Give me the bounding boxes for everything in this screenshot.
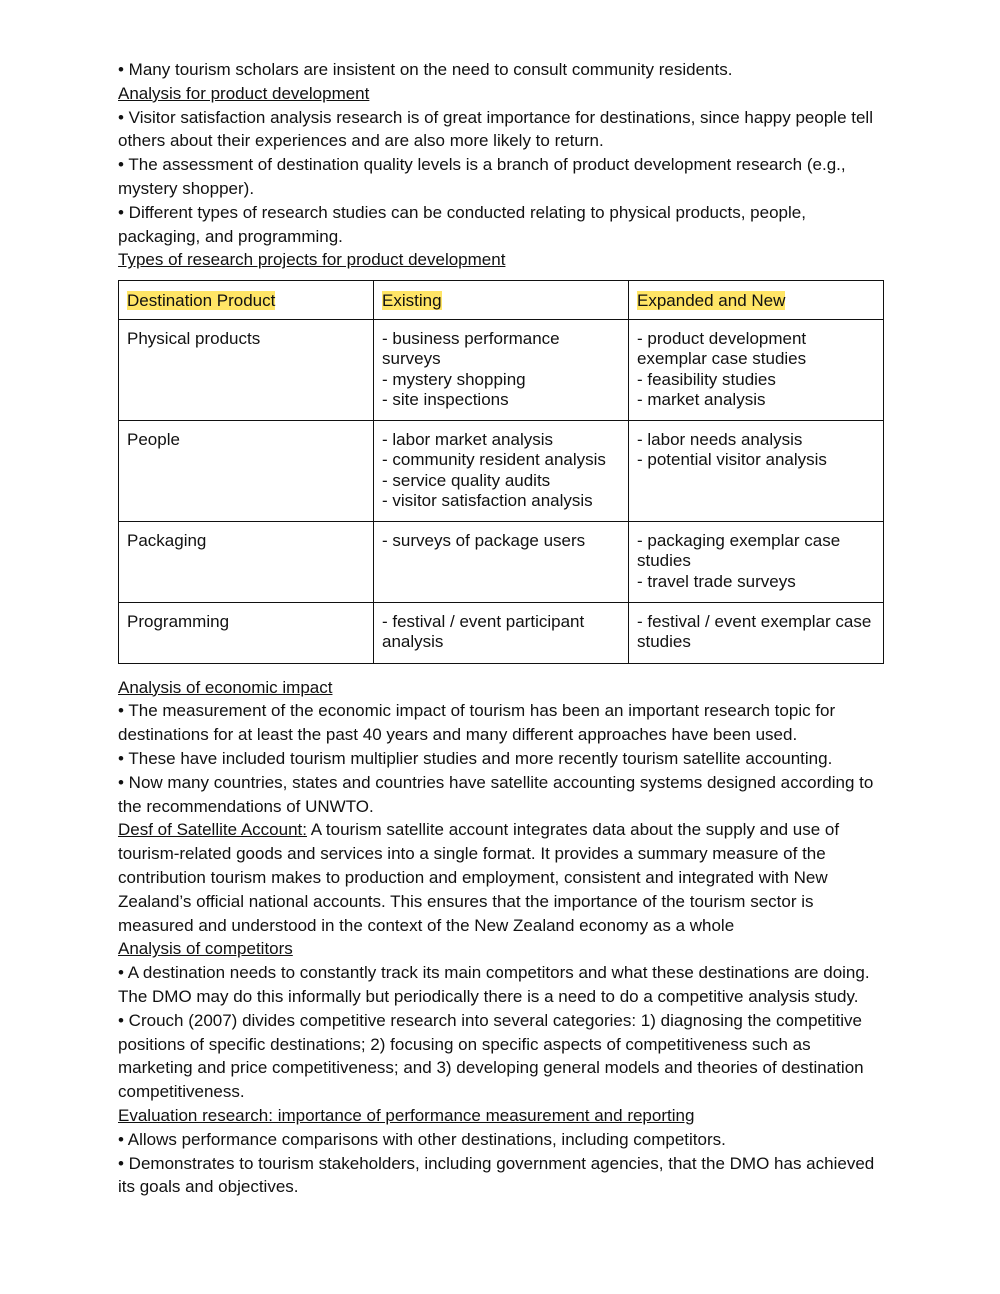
cell-item: - festival / event exemplar case studies [637,611,872,652]
cell-item: - market analysis [637,390,766,410]
product-cell: People [119,420,374,521]
economic-impact-bullet: • The measurement of the economic impact of tourism has been an important research topic for destinations for at least the past 40 years and many different approaches have been used. [118,701,836,745]
header-existing [374,281,629,320]
table-row [119,602,884,663]
cell-item: - feasibility studies [637,369,776,389]
cell-item: - mystery shopping [382,369,526,389]
existing-cell [374,521,629,602]
cell-item: - labor needs analysis [637,429,803,449]
table-row [119,521,884,602]
header-label: Existing [382,291,442,311]
header-label: Expanded and New [637,291,786,311]
product-development-bullet: • The assessment of destination quality levels is a branch of product development research (e.g., mystery shopper). [118,155,846,198]
product-development-bullet: • Visitor satisfaction analysis research is of great importance for destinations, since happy people tell others about their experiences and are also more likely to return. [118,107,873,151]
table-header-row [119,281,884,320]
economic-impact-bullet: • These have included tourism multiplier studies and more recently tourism satellite accounting. [118,749,833,769]
definition-text: A tourism satellite account integrates data about the supply and use of tourism-related goods and services into a single format. It provides a summary measure of the contribution tourism makes to production and employment, consistent and integrated with New Zealand’s official national accounts. This ensures that the importance of the tourism sector is measured and understood in the context of the New Zealand economy as a whole [118,820,840,935]
cell-item: - potential visitor analysis [637,450,827,470]
cell-item: - community resident analysis [382,450,606,470]
competitors-bullet: • A destination needs to constantly track its main competitors and what these destinations are doing. The DMO may do this informally but periodically there is a need to do a competitive analysis study. [118,963,870,1007]
product-development-bullet: • Different types of research studies can be conducted relating to physical products, people, packaging, and programming. [118,202,806,246]
evaluation-heading: Evaluation research: importance of performance measurement and reporting [118,1106,695,1126]
competitors-bullet: • Crouch (2007) divides competitive research into several categories: 1) diagnosing the competitive positions of specific destinations; 2) focusing on specific aspects of competitiveness such as marketing and price competitiveness; and 3) developing general models and theories of destination competitiveness. [118,1010,864,1102]
product-cell: Physical products [119,319,374,420]
definition-label: Desf of Satellite Account: [118,820,307,840]
product-cell: Packaging [119,521,374,602]
expanded-cell [629,420,884,521]
cell-item: - service quality audits [382,470,551,490]
cell-item: - festival / event participant analysis [382,611,585,652]
document-page [118,58,888,1199]
economic-impact-heading: Analysis of economic impact [118,677,333,697]
table-row [119,319,884,420]
cell-item: - surveys of package users [382,530,586,550]
existing-cell [374,602,629,663]
expanded-cell [629,602,884,663]
product-development-heading: Analysis for product development [118,83,370,103]
expanded-cell [629,319,884,420]
satellite-account-definition [118,818,888,937]
existing-cell [374,420,629,521]
evaluation-bullet: • Allows performance comparisons with other destinations, including competitors. [118,1129,726,1149]
product-cell: Programming [119,602,374,663]
cell-item: - visitor satisfaction analysis [382,491,593,511]
intro-bullet: • Many tourism scholars are insistent on the need to consult community residents. [118,60,733,79]
header-expanded-new [629,281,884,320]
competitors-heading: Analysis of competitors [118,939,293,959]
research-projects-table [118,280,884,664]
evaluation-bullet: • Demonstrates to tourism stakeholders, including government agencies, that the DMO has achieved its goals and objectives. [118,1153,875,1197]
cell-item: - labor market analysis [382,429,554,449]
table-caption: Types of research projects for product development [118,250,506,270]
cell-item: - business performance surveys [382,328,560,369]
cell-item: - travel trade surveys [637,571,796,591]
existing-cell [374,319,629,420]
header-label: Destination Product [127,291,276,311]
table-row [119,420,884,521]
economic-impact-bullet: • Now many countries, states and countries have satellite accounting systems designed according to the recommendations of UNWTO. [118,772,874,816]
expanded-cell [629,521,884,602]
cell-item: - site inspections [382,390,509,410]
header-destination-product [119,281,374,320]
cell-item: - packaging exemplar case studies [637,530,841,571]
cell-item: - product development exemplar case studies [637,328,807,369]
